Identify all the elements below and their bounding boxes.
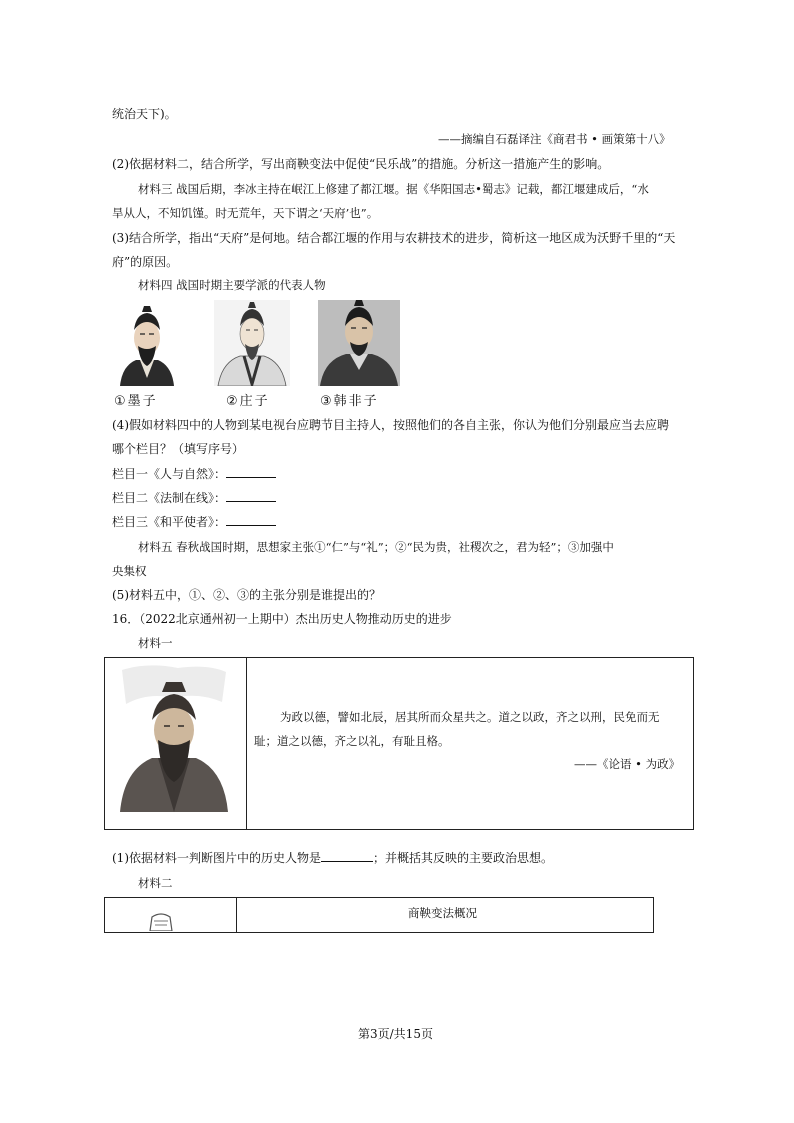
material-4-title: 材料四 战国时期主要学派的代表人物 <box>138 278 326 292</box>
question-3-cont: 府”的原因。 <box>112 255 179 269</box>
column-2-row <box>112 490 276 506</box>
column-1-label: 栏目一《人与自然》： <box>112 467 227 481</box>
answer-blank-figure[interactable] <box>321 850 373 862</box>
material-2-table <box>104 897 654 933</box>
column-3-label: 栏目三《和平使者》： <box>112 515 227 529</box>
question-2: (2)依据材料二，结合所学，写出商鞅变法中促使“民乐战”的措施。分析这一措施产生的影响。 <box>112 157 610 171</box>
material-5: 材料五 春秋战国时期，思想家主张①“仁”与“礼”；②“民为贵，社稷次之，君为轻”；③加强中 <box>138 540 614 554</box>
hanfeizi-portrait <box>318 300 400 386</box>
text-line: 统治天下)。 <box>112 107 177 121</box>
column-2-label: 栏目二《法制在线》： <box>112 491 227 505</box>
mozi-caption: ①墨子 <box>114 394 158 409</box>
answer-blank-2[interactable] <box>226 490 276 502</box>
material-1-label: 材料一 <box>138 636 173 650</box>
shangyang-portrait-fragment <box>146 911 176 931</box>
column-3-row <box>112 514 276 530</box>
material-2-label: 材料二 <box>138 876 173 890</box>
mozi-portrait <box>112 300 182 386</box>
hanfeizi-caption: ③韩非子 <box>320 394 379 409</box>
material-3: 材料三 战国后期，李冰主持在岷江上修建了都江堰。据《华阳国志•蜀志》记载，都江堰建成后，“水 <box>138 182 649 196</box>
zhuangzi-portrait <box>214 300 290 386</box>
confucius-portrait <box>118 662 230 812</box>
question-5: (5)材料五中，①、②、③的主张分别是谁提出的？ <box>112 588 381 602</box>
question-1-text-cont: ；并概括其反映的主要政治思想。 <box>373 851 554 865</box>
question-3: (3)结合所学，指出“天府”是何地。结合都江堰的作用与农耕技术的进步，简析这一地区成为沃野千里的“天 <box>112 231 676 245</box>
question-16: 16．（2022北京通州初一上期中）杰出历史人物推动历史的进步 <box>112 612 452 626</box>
answer-blank-1[interactable] <box>226 466 276 478</box>
table-header: 商鞅变法概况 <box>408 906 477 920</box>
column-1-row <box>112 466 276 482</box>
material-5-cont: 央集权 <box>112 564 147 578</box>
table-divider-2 <box>236 897 237 932</box>
question-4: (4)假如材料四中的人物到某电视台应聘节目主持人，按照他们的各自主张，你认为他们分别最应当去应聘 <box>112 418 670 432</box>
answer-blank-3[interactable] <box>226 514 276 526</box>
zhuangzi-caption: ②庄子 <box>226 394 270 409</box>
question-1-text: (1)依据材料一判断图片中的历史人物是 <box>112 851 321 865</box>
page-footer: 第3页/共15页 <box>358 1027 433 1041</box>
analects-source: ——《论语 • 为政》 <box>574 757 681 771</box>
analects-quote-2: 耻；道之以德，齐之以礼，有耻且格。 <box>254 734 450 748</box>
source-citation: ——摘编自石磊译注《商君书 • 画策第十八》 <box>438 132 671 146</box>
material-3-cont: 旱从人，不知饥馑。时无荒年，天下谓之‘天府’也”。 <box>112 206 379 220</box>
analects-quote-1: 为政以德，譬如北辰，居其所而众星共之。道之以政，齐之以刑，民免而无 <box>280 710 660 724</box>
question-1 <box>112 850 553 866</box>
question-4-cont: 哪个栏目？（填写序号） <box>112 442 245 456</box>
table-divider <box>246 657 247 829</box>
